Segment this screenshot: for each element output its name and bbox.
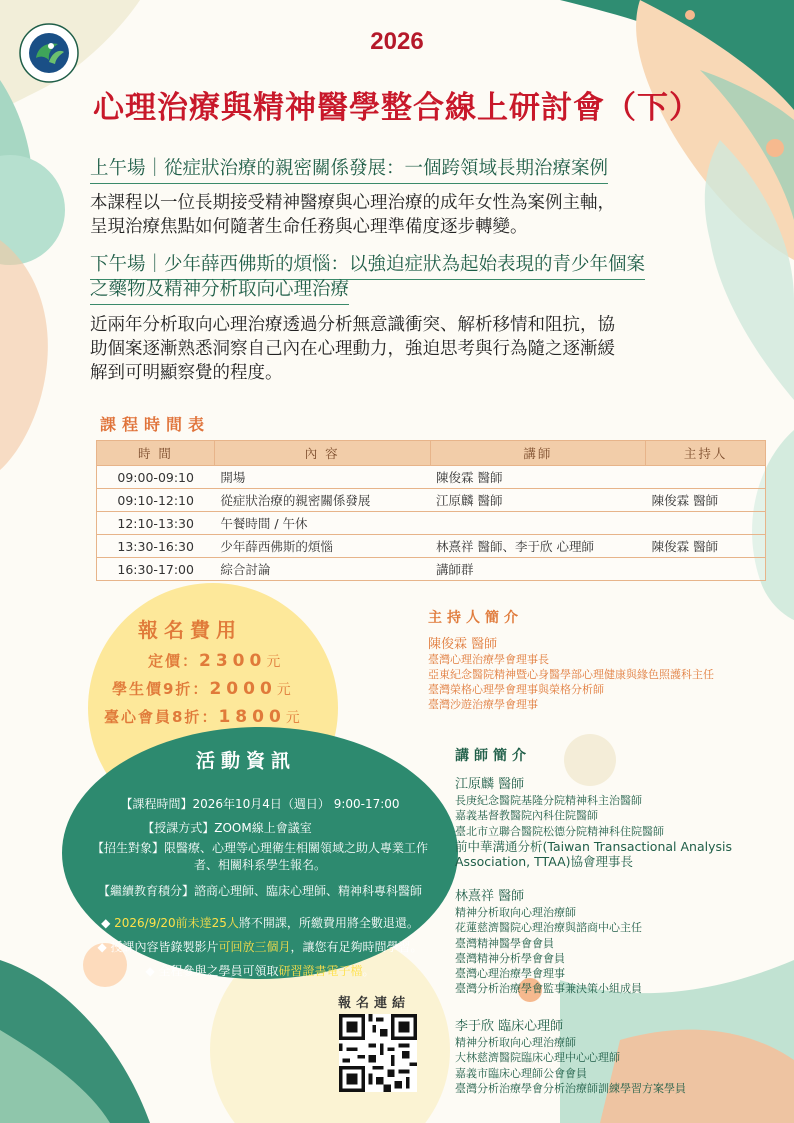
event-title: 心理治療與精神醫學整合線上研討會（下） bbox=[93, 90, 701, 126]
activity-method: 【授課方式】ZOOM線上會議室 bbox=[142, 821, 312, 835]
activity-credits: 【繼續教育積分】諮商心理師、臨床心理師、精神科專科醫師 bbox=[97, 884, 422, 898]
fee-regular: 定價：2300元 bbox=[148, 651, 283, 671]
lecturer-bio-2: 林熹祥 醫師 精神分析取向心理治療師 花蓮慈濟醫院心理治療與諮商中心主任 臺灣精神醫學會會員 臺灣精神分析學會會員 臺灣心理治療學會理事 臺灣分析治療學會監事兼決策小組成員 bbox=[455, 888, 775, 997]
table-header-row bbox=[97, 441, 766, 466]
lecturer-heading: 講師簡介 bbox=[455, 748, 531, 764]
table-row: 09:00-09:10 開場 陳俊霖 醫師 bbox=[97, 466, 766, 489]
lecturer-bio-1: 江原麟 醫師 長庚紀念醫院基隆分院精神科主治醫師 嘉義基督教醫院內科住院醫師 臺北市立聯合醫院松德分院精神科住院醫師 前中華溝通分析(Taiwan Transactional Analysis Association, TTAA)協會理事長 bbox=[455, 776, 775, 869]
lecturer-name: 江原麟 醫師 bbox=[455, 777, 525, 792]
host-bio: 陳俊霖 醫師 臺灣心理治療學會理事長 亞東紀念醫院精神暨心身醫學部心理健康與緣色照護科主任 臺灣榮格心理學會理事與榮格分析師 臺灣沙遊治療學會理事 bbox=[428, 637, 788, 712]
col-lecturer-header: 講師 bbox=[430, 441, 646, 466]
activity-heading: 活動資訊 bbox=[196, 750, 297, 772]
table-row: 09:10-12:10 從症狀治療的親密關係發展 江原麟 醫師 陳俊霖 醫師 bbox=[97, 489, 766, 512]
afternoon-session-title: 下午場｜少年薛西佛斯的煩惱：以強迫症狀為起始表現的青少年個案 bbox=[90, 252, 645, 280]
col-content-header: 內 容 bbox=[214, 441, 430, 466]
table-row: 13:30-16:30 少年薛西佛斯的煩惱 林熹祥 醫師、李于欣 心理師 陳俊霖 醫師 bbox=[97, 535, 766, 558]
col-host-header: 主持人 bbox=[646, 441, 766, 466]
afternoon-session-title-cont: 之藥物及精神分析取向心理治療 bbox=[90, 277, 349, 305]
afternoon-session-description: 近兩年分析取向心理治療透過分析無意識衝突、解析移情和阻抗，協 助個案逐漸熟悉洞察自己內在心理動力，強迫思考與行為隨之逐漸緩 解到可明顯察覺的程度。 bbox=[90, 315, 615, 383]
lecturer-name: 李于欣 臨床心理師 bbox=[455, 1019, 564, 1034]
activity-note-replay: ◆ 授課內容皆錄製影片可回放三個月，讓您有足夠時間學習。 bbox=[97, 940, 423, 954]
host-heading: 主持人簡介 bbox=[428, 610, 523, 626]
activity-audience: 【招生對象】限醫療、心理等心理衛生相關領域之助人專業工作 者、相關科系學生報名。 bbox=[91, 841, 428, 872]
morning-session-title: 上午場｜從症狀治療的親密關係發展：一個跨領域長期治療案例 bbox=[90, 156, 608, 184]
host-name: 陳俊霖 醫師 bbox=[428, 637, 498, 652]
table-row: 12:10-13:30 午餐時間 / 午休 bbox=[97, 512, 766, 535]
registration-label: 報名連結 bbox=[338, 996, 411, 1011]
fee-heading: 報名費用 bbox=[138, 618, 242, 642]
fee-member: 臺心會員8折：1800元 bbox=[104, 707, 302, 727]
schedule-heading: 課程時間表 bbox=[100, 415, 211, 434]
activity-note-certificate: ◆ 全程參與之學員可領取研習證書電子檔。 bbox=[145, 964, 375, 978]
table-row: 16:30-17:00 綜合討論 講師群 bbox=[97, 558, 766, 581]
schedule-table bbox=[96, 440, 766, 581]
col-time-header: 時 間 bbox=[97, 441, 215, 466]
lecturer-bio-3: 李于欣 臨床心理師 精神分析取向心理治療師 大林慈濟醫院臨床心理中心心理師 嘉義市臨床心理師公會會員 臺灣分析治療學會分析治療師訓練學習方案學員 bbox=[455, 1018, 775, 1096]
event-year: 2026 bbox=[370, 28, 424, 55]
activity-note-minimum: ◆ 2026/9/20前未達25人將不開課，所繳費用將全數退還。 bbox=[101, 916, 419, 930]
fee-student: 學生價9折：2000元 bbox=[112, 679, 293, 699]
morning-session-description: 本課程以一位長期接受精神醫療與心理治療的成年女性為案例主軸， 呈現治療焦點如何隨著生命任務與心理準備度逐步轉變。 bbox=[90, 193, 615, 237]
lecturer-name: 林熹祥 醫師 bbox=[455, 889, 525, 904]
qr-code-icon[interactable] bbox=[339, 1014, 417, 1092]
activity-time: 【課程時間】2026年10月4日（週日） 9:00-17:00 bbox=[120, 797, 400, 811]
